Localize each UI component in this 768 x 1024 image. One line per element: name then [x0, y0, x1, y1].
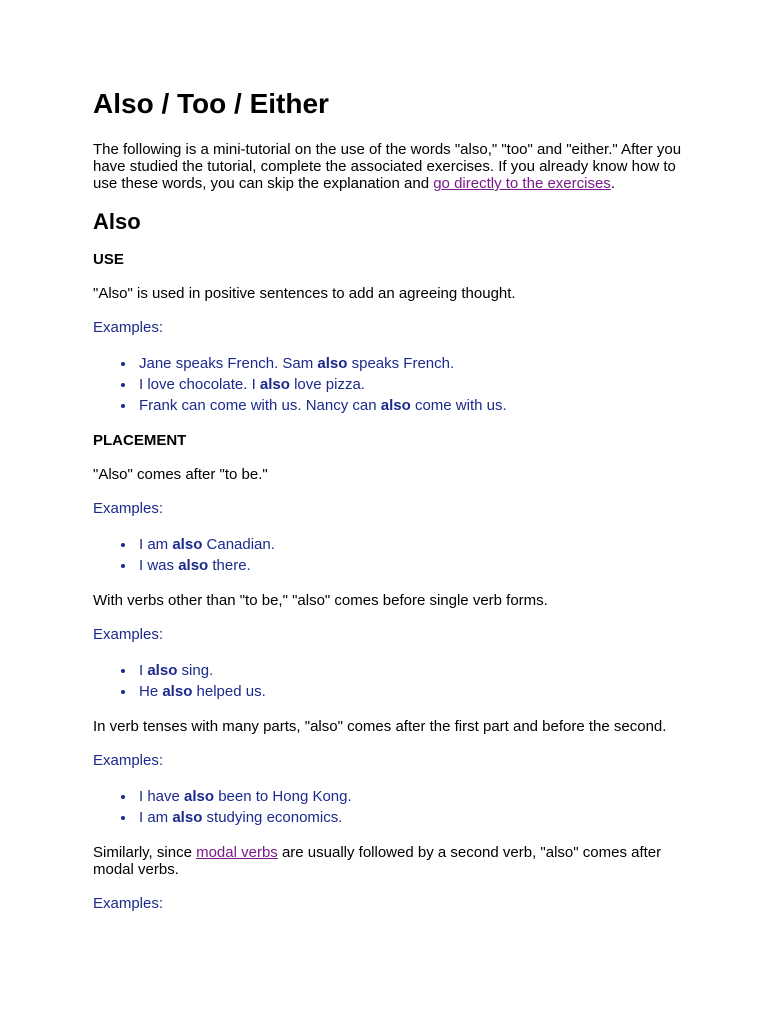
intro-paragraph [93, 141, 693, 192]
examples-label: Examples: [93, 752, 164, 769]
list-item: Jane speaks French. Sam also speaks French. [139, 353, 693, 374]
list-item: I also sing. [139, 660, 693, 681]
placement-paragraph-4: Similarly, since modal verbs are usually followed by a second verb, "also" comes after modal verbs. [93, 844, 662, 878]
placement-paragraph-1: "Also" comes after "to be." [93, 466, 268, 483]
section-heading-also: Also [93, 209, 141, 234]
list-item: He also helped us. [139, 681, 693, 702]
placement-examples-list-1 [93, 534, 693, 576]
intro-end: . [610, 175, 615, 192]
use-explanation: "Also" is used in positive sentences to add an agreeing thought. [93, 285, 516, 302]
page-title: Also / Too / Either [93, 88, 329, 119]
intro-text: The following is a mini-tutorial on the use of the words "also," "too" and "either." After you have studied the tutorial, complete the associated exercises. If you already know how to use these words, you can skip the explanation and [93, 141, 682, 192]
examples-label: Examples: [93, 500, 164, 517]
list-item: I love chocolate. I also love pizza. [139, 374, 693, 395]
subheading-placement: PLACEMENT [93, 432, 187, 449]
list-item: Frank can come with us. Nancy can also come with us. [139, 395, 693, 416]
list-item: I have also been to Hong Kong. [139, 786, 693, 807]
examples-label: Examples: [93, 319, 164, 336]
list-item: I am also studying economics. [139, 807, 693, 828]
placement-examples-list-2 [93, 660, 693, 702]
placement-examples-list-3 [93, 786, 693, 828]
subheading-use: USE [93, 251, 124, 268]
exercises-link[interactable]: go directly to the exercises [433, 175, 611, 192]
list-item: I am also Canadian. [139, 534, 693, 555]
modal-verbs-link[interactable]: modal verbs [196, 844, 278, 861]
list-item: I was also there. [139, 555, 693, 576]
use-examples-list [93, 353, 693, 416]
placement-paragraph-3: In verb tenses with many parts, "also" comes after the first part and before the second. [93, 718, 667, 735]
placement-paragraph-2: With verbs other than "to be," "also" comes before single verb forms. [93, 592, 548, 609]
examples-label: Examples: [93, 626, 164, 643]
examples-label: Examples: [93, 895, 164, 912]
document-page [93, 86, 693, 929]
